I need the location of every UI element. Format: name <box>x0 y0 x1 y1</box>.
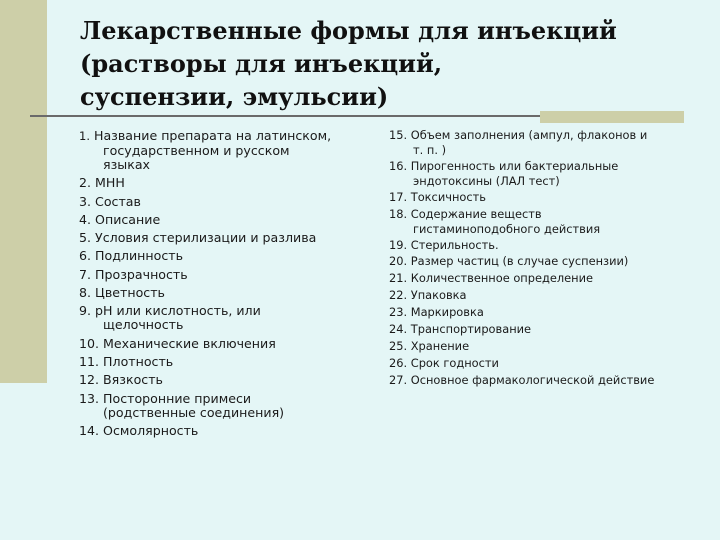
list-item <box>389 238 709 253</box>
list-item <box>79 194 369 209</box>
divider-accent-block <box>540 111 684 123</box>
item-number: 3. <box>79 193 92 209</box>
list-item <box>389 322 709 337</box>
list-item <box>79 230 369 245</box>
item-number: 20. <box>389 254 408 269</box>
item-number: 11. <box>79 353 100 369</box>
item-number: 6. <box>79 248 92 264</box>
slide-title <box>80 14 680 113</box>
list-item <box>389 271 709 286</box>
list-item <box>79 267 369 282</box>
requirements-list-right <box>389 128 709 390</box>
decorative-side-bar <box>0 0 47 383</box>
title-line-3: суспензии, эмульсии) <box>80 82 389 111</box>
requirements-list-left <box>79 128 369 441</box>
item-text: Основное фармакологической действие <box>410 372 655 387</box>
item-number: 2. <box>79 175 92 191</box>
item-text: Условия стерилизации и разлива <box>95 230 317 246</box>
item-number: 16. <box>389 158 408 173</box>
item-text: Осмолярность <box>103 422 199 438</box>
item-number: 14. <box>79 422 100 438</box>
item-text: Объем заполнения (ампул, флаконов и <box>410 128 648 142</box>
item-number: 27. <box>389 372 408 387</box>
item-number: 8. <box>79 285 92 301</box>
list-item <box>79 303 369 332</box>
list-item <box>389 305 709 320</box>
title-line-2: (растворы для инъекций, <box>80 49 443 78</box>
list-item <box>79 285 369 300</box>
item-text: Плотность <box>103 353 174 369</box>
item-number: 21. <box>389 271 408 286</box>
item-number: 18. <box>389 206 408 221</box>
list-item <box>79 128 369 172</box>
item-number: 22. <box>389 288 408 303</box>
item-text: Название препарата на латинском, <box>94 128 332 143</box>
item-text: Количественное определение <box>410 271 594 286</box>
item-number: 26. <box>389 355 408 370</box>
list-item <box>389 373 709 388</box>
list-item <box>79 372 369 387</box>
item-text: Стерильность. <box>410 237 499 252</box>
item-number: 5. <box>79 230 92 246</box>
list-item <box>389 207 709 236</box>
item-text-continuation: (родственные соединения) <box>103 404 285 420</box>
item-text: Цветность <box>95 285 165 301</box>
item-text: МНН <box>95 175 125 191</box>
list-item <box>389 356 709 371</box>
list-item <box>79 354 369 369</box>
item-text: Срок годности <box>410 355 499 370</box>
item-text: Упаковка <box>410 288 467 303</box>
list-item <box>389 190 709 205</box>
item-number: 12. <box>79 372 100 388</box>
item-text-continuation: гистаминоподобного действия <box>413 221 601 236</box>
item-text: Маркировка <box>410 305 484 320</box>
item-number: 10. <box>79 335 100 351</box>
list-item <box>79 248 369 263</box>
item-number: 1. <box>79 129 90 143</box>
item-text: Описание <box>95 211 161 227</box>
item-text: Прозрачность <box>95 266 188 282</box>
list-item <box>389 288 709 303</box>
item-number: 25. <box>389 338 408 353</box>
list-item <box>79 336 369 351</box>
item-text: Вязкость <box>103 372 163 388</box>
list-item <box>79 391 369 420</box>
item-number: 15. <box>389 128 408 142</box>
item-number: 4. <box>79 211 92 227</box>
item-number: 23. <box>389 305 408 320</box>
title-line-1: Лекарственные формы для инъекций <box>80 16 617 45</box>
item-text: Посторонние примеси <box>103 390 252 406</box>
list-item <box>389 339 709 354</box>
item-text-continuation: т. п. ) <box>413 143 447 157</box>
item-text-continuation: языках <box>103 157 150 172</box>
item-text: Хранение <box>410 338 470 353</box>
list-item <box>79 423 369 438</box>
item-number: 17. <box>389 189 408 204</box>
item-text: Механические включения <box>103 335 276 351</box>
list-item <box>389 254 709 269</box>
item-number: 7. <box>79 266 92 282</box>
item-text: рН или кислотность, или <box>95 303 261 319</box>
list-item <box>79 175 369 190</box>
item-text: Размер частиц (в случае суспензии) <box>410 254 629 269</box>
item-text: Подлинность <box>95 248 184 264</box>
item-text: Пирогенность или бактериальные <box>410 158 619 173</box>
item-number: 9. <box>79 303 92 319</box>
item-number: 24. <box>389 322 408 337</box>
list-item <box>389 128 709 157</box>
item-text: Токсичность <box>410 189 486 204</box>
item-number: 13. <box>79 390 100 406</box>
item-text-continuation: государственном и русском <box>103 143 290 158</box>
item-text: Транспортирование <box>410 322 532 337</box>
item-text-continuation: эндотоксины (ЛАЛ тест) <box>413 173 560 188</box>
item-text: Содержание веществ <box>410 206 542 221</box>
item-text-continuation: щелочность <box>103 317 184 333</box>
item-text: Состав <box>95 193 141 209</box>
list-item <box>79 212 369 227</box>
item-number: 19. <box>389 237 408 252</box>
list-item <box>389 159 709 188</box>
